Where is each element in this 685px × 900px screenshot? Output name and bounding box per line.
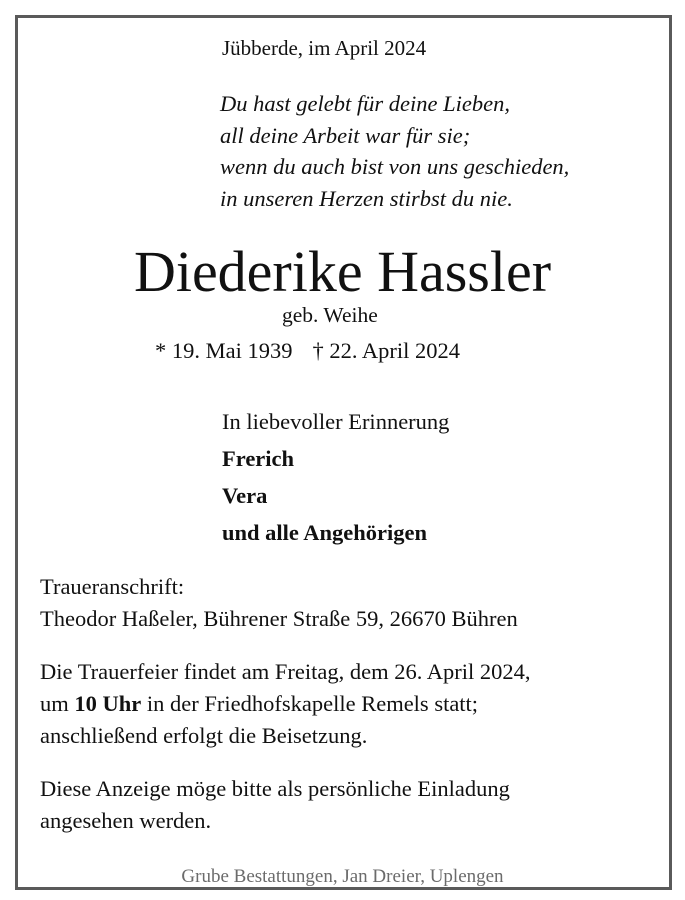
invitation-note — [40, 773, 510, 837]
service-text: um — [40, 691, 75, 716]
poem-line: all deine Arbeit war für sie; — [220, 122, 471, 148]
address-line: Theodor Haßeler, Bührener Straße 59, 26670 Bühren — [40, 606, 518, 631]
memory-intro: In liebevoller Erinnerung — [222, 409, 450, 434]
life-dates — [155, 338, 460, 364]
mourner-name: Frerich — [222, 446, 295, 471]
mourner-name: Vera — [222, 483, 268, 508]
funeral-home-text: Grube Bestattungen, Jan Dreier, Uplengen — [175, 866, 509, 887]
service-text: in der Friedhofskapelle Remels statt; — [141, 691, 479, 716]
service-line: Die Trauerfeier findet am Freitag, dem 26. April 2024, — [40, 659, 531, 684]
poem-line: wenn du auch bist von uns geschieden, — [220, 154, 570, 179]
deceased-name: Diederike Hassler — [133, 239, 552, 304]
mourners-block — [222, 403, 449, 551]
poem-line: in unseren Herzen stirbst du nie. — [220, 185, 513, 211]
mourner-name: und alle Angehörigen — [222, 520, 428, 545]
address-label: Traueranschrift: — [40, 574, 185, 599]
death-date: † 22. April 2024 — [312, 338, 461, 363]
place-date: Jübberde, im April 2024 — [222, 36, 427, 60]
service-time: 10 Uhr — [74, 691, 142, 716]
service-line — [40, 688, 531, 720]
poem-line: Du hast gelebt für deine Lieben, — [220, 91, 510, 116]
birth-date: * 19. Mai 1939 — [155, 338, 293, 363]
maiden-name: geb. Weihe — [282, 303, 378, 327]
funeral-service-info — [40, 656, 531, 752]
invitation-line: Diese Anzeige möge bitte als persönliche Einladung — [40, 776, 510, 801]
service-line: anschließend erfolgt die Beisetzung. — [40, 723, 368, 748]
poem — [220, 88, 569, 214]
invitation-line: angesehen werden. — [40, 808, 212, 833]
mourning-address — [40, 571, 518, 635]
funeral-home-credit — [0, 866, 685, 888]
